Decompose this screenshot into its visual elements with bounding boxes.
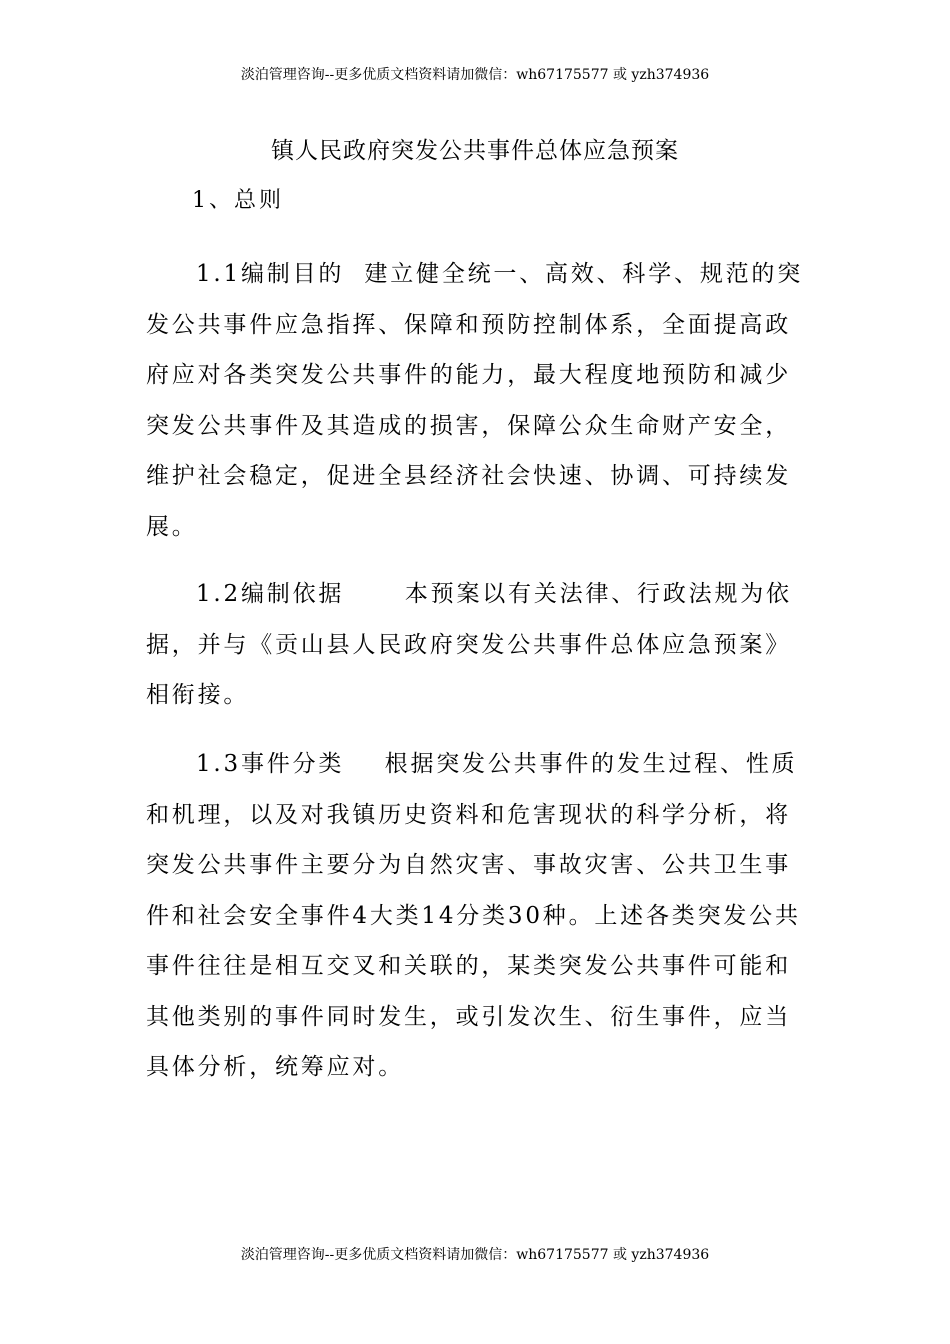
- paragraph-1-3: [146, 739, 806, 1093]
- paragraph-text: 根据突发公共事件的发生过程、性质和机理，以及对我镇历史资料和危害现状的科学分析，将突发公共事件主要分为自然灾害、事故灾害、公共卫生事件和社会安全事件4大类14分类30种。上述各类突发公共事件往往是相互交叉和关联的，某类突发公共事件可能和其他类别的事件同时发生，或引发次生、衍生事件，应当具体分析，统筹应对。: [146, 751, 801, 1080]
- paragraph-heading: 1.1编制目的: [196, 261, 345, 287]
- paragraph-heading: 1.2编制依据: [196, 581, 345, 607]
- document-title: 镇人民政府突发公共事件总体应急预案: [271, 138, 679, 164]
- paragraph-1-1: [146, 249, 806, 552]
- paragraph-text: 本预案以有关法律、行政法规为依据，并与《贡山县人民政府突发公共事件总体应急预案》相衔接。: [146, 581, 792, 708]
- heading-separator: [344, 581, 405, 607]
- paragraph-1-2: [146, 569, 806, 721]
- section-heading: 1、总则: [192, 188, 284, 213]
- paragraph-text: 建立健全统一、高效、科学、规范的突发公共事件应急指挥、保障和预防控制体系，全面提高政府应对各类突发公共事件的能力，最大程度地预防和减少突发公共事件及其造成的损害，保障公众生命财产安全，维护社会稳定，促进全县经济社会快速、协调、可持续发展。: [146, 261, 804, 540]
- heading-separator: [344, 751, 384, 777]
- page-header: 淡泊管理咨询--更多优质文档资料请加微信：wh67175577 或 yzh374936: [240, 67, 710, 83]
- heading-separator: [344, 261, 364, 287]
- paragraph-heading: 1.3事件分类: [196, 751, 345, 777]
- page-footer: 淡泊管理咨询--更多优质文档资料请加微信：wh67175577 或 yzh374936: [240, 1247, 710, 1263]
